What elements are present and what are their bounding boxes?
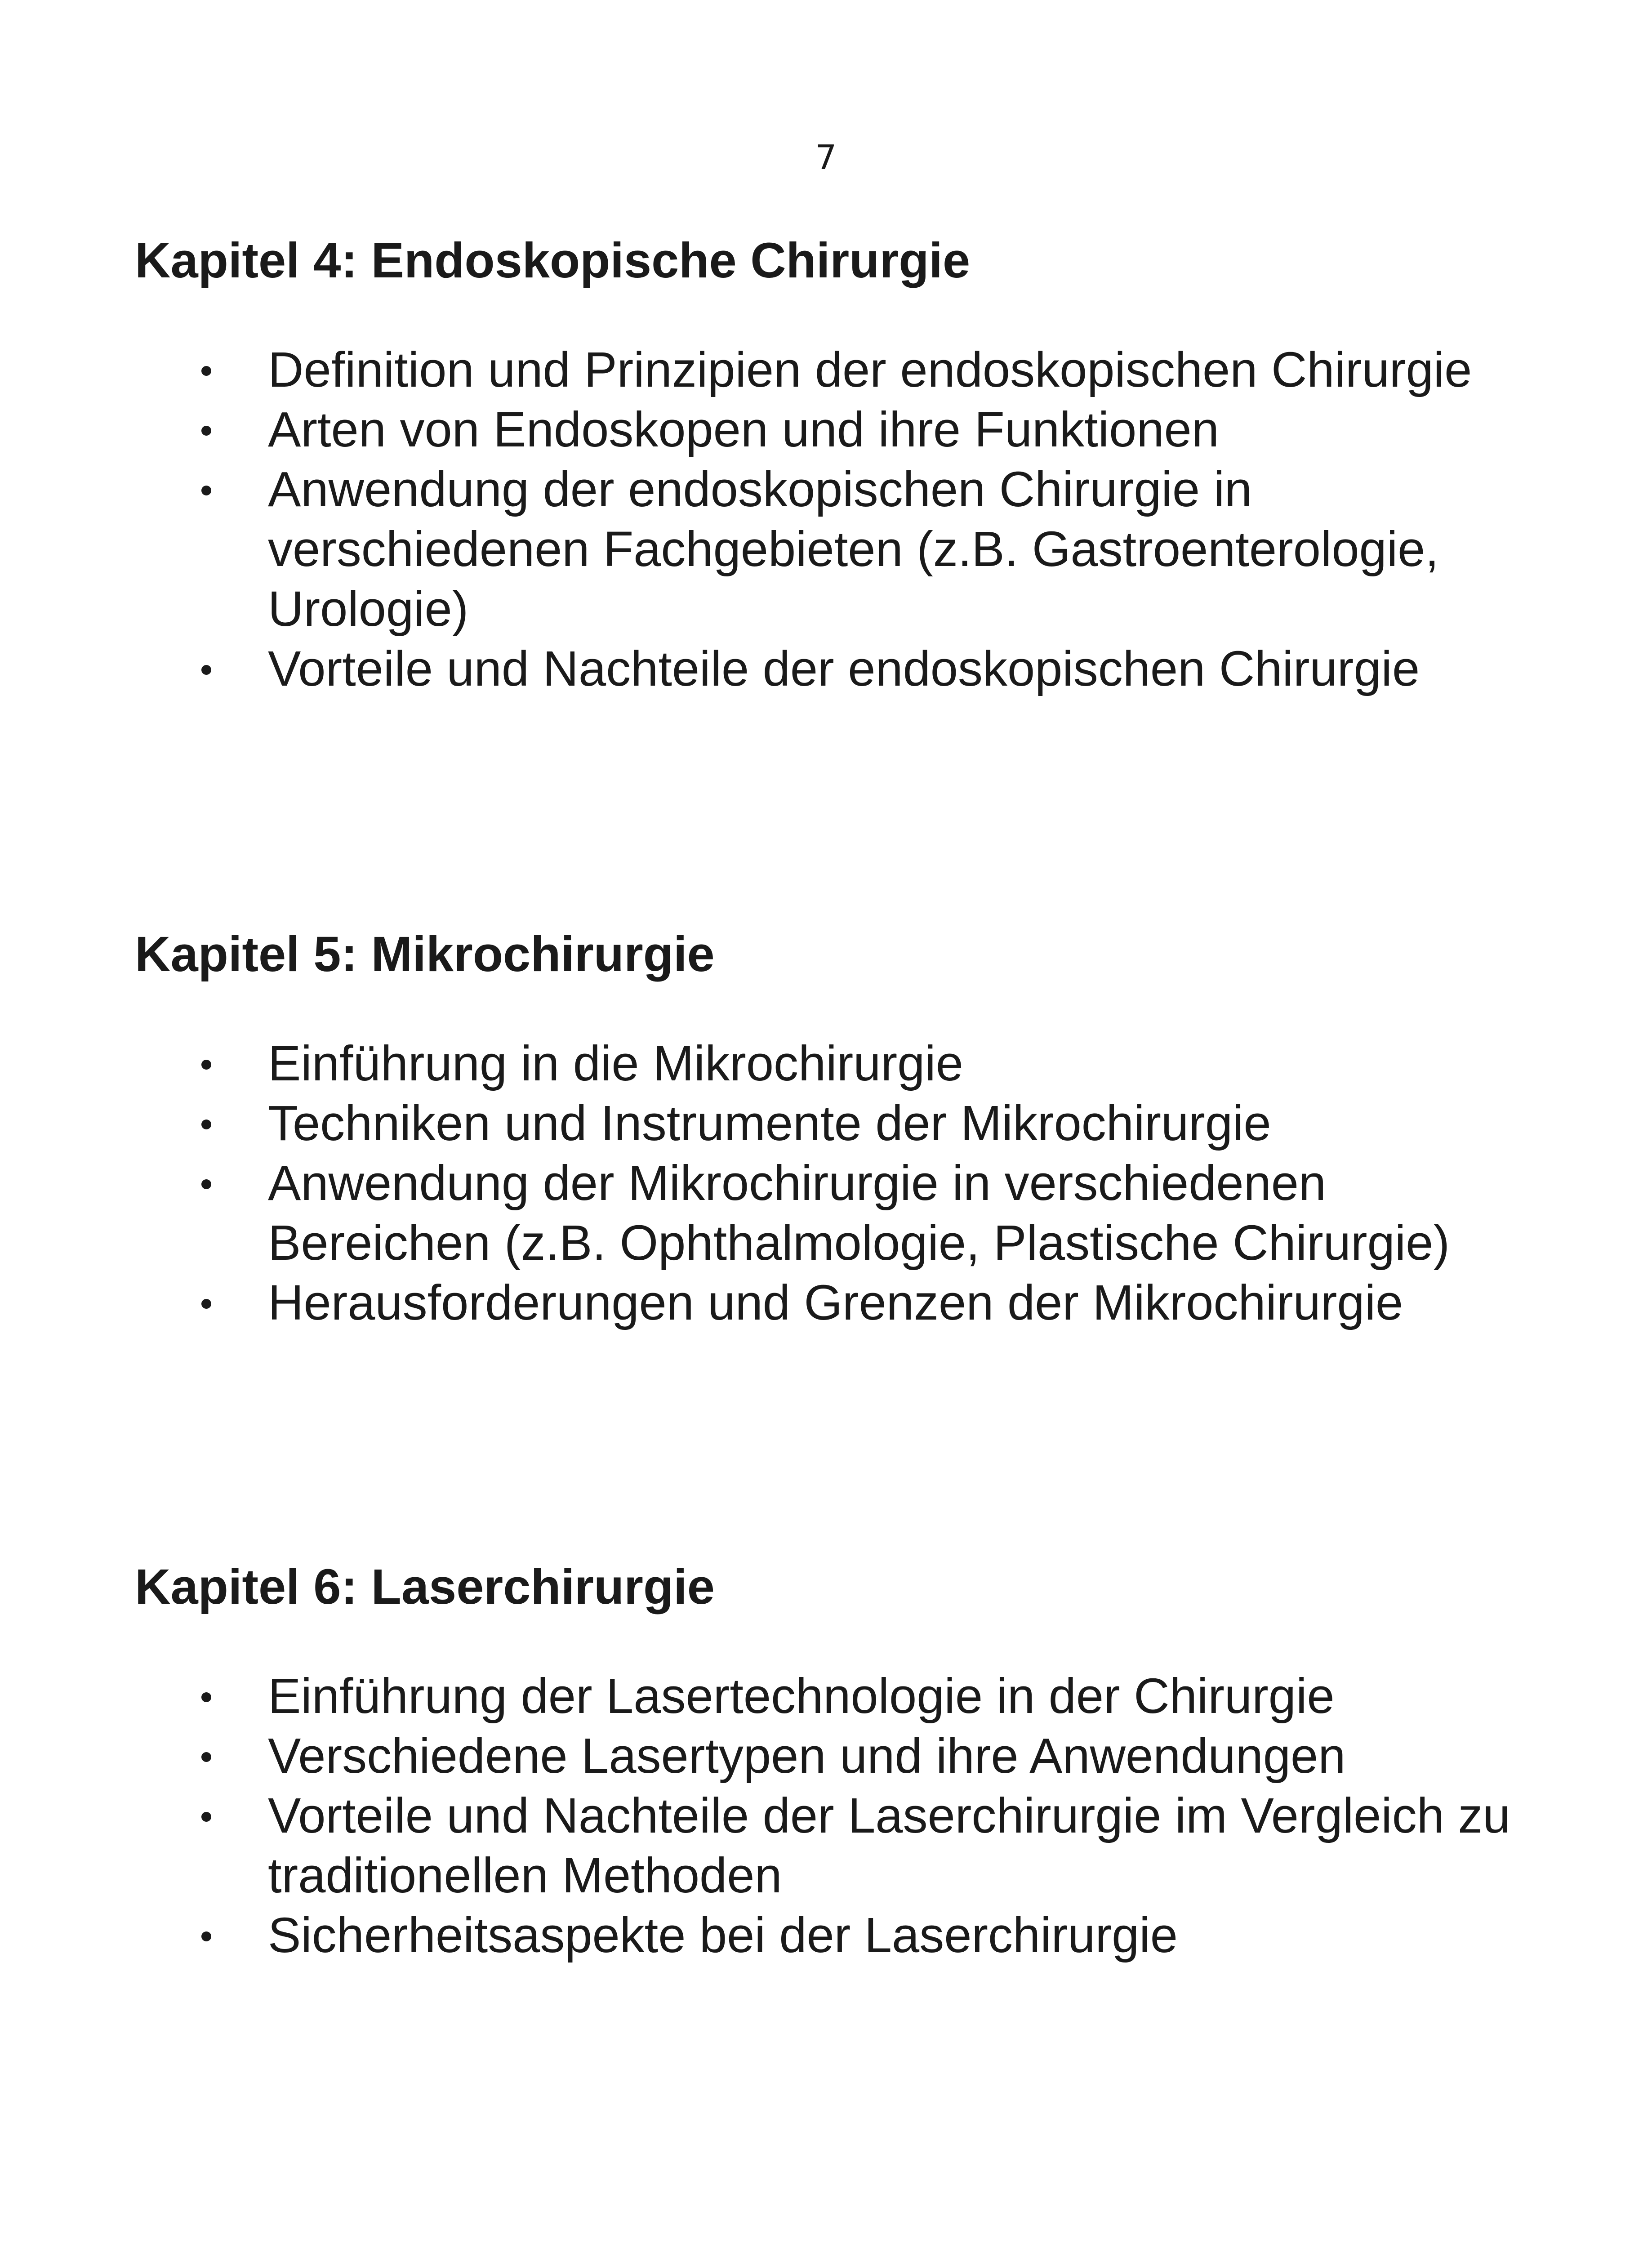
list-item: Einführung in die Mikrochirurgie: [135, 1034, 1519, 1093]
list-item: Einführung der Lasertechnologie in der Chirurgie: [135, 1666, 1519, 1726]
list-item: Definition und Prinzipien der endoskopischen Chirurgie: [135, 340, 1519, 400]
chapter-4-list: [135, 340, 1528, 699]
list-item: Verschiedene Lasertypen und ihre Anwendungen: [135, 1726, 1519, 1786]
list-item: Vorteile und Nachteile der Laserchirurgie im Vergleich zu traditionellen Methoden: [135, 1786, 1519, 1905]
page-number: 7: [815, 138, 837, 177]
list-item: Herausforderungen und Grenzen der Mikrochirurgie: [135, 1273, 1519, 1333]
chapter-6-section: [135, 1556, 1528, 1965]
chapter-5-title: Kapitel 5: Mikrochirurgie: [135, 927, 715, 982]
list-item: Vorteile und Nachteile der endoskopischen Chirurgie: [135, 639, 1519, 699]
chapter-4-title: Kapitel 4: Endoskopische Chirurgie: [135, 233, 971, 288]
chapter-5-list: [135, 1034, 1528, 1333]
list-item: Sicherheitsaspekte bei der Laserchirurgie: [135, 1905, 1519, 1965]
list-item: Techniken und Instrumente der Mikrochirurgie: [135, 1093, 1519, 1153]
chapter-5-section: [135, 923, 1528, 1333]
chapter-4-section: [135, 229, 1528, 699]
list-item: Arten von Endoskopen und ihre Funktionen: [135, 400, 1519, 459]
chapter-6-title: Kapitel 6: Laserchirurgie: [135, 1559, 715, 1615]
list-item: Anwendung der Mikrochirurgie in verschiedenen Bereichen (z.B. Ophthalmologie, Plastische Chirurgie): [135, 1153, 1519, 1273]
list-item: Anwendung der endoskopischen Chirurgie in verschiedenen Fachgebieten (z.B. Gastroenterologie, Urologie): [135, 459, 1519, 639]
chapter-6-list: [135, 1666, 1528, 1965]
